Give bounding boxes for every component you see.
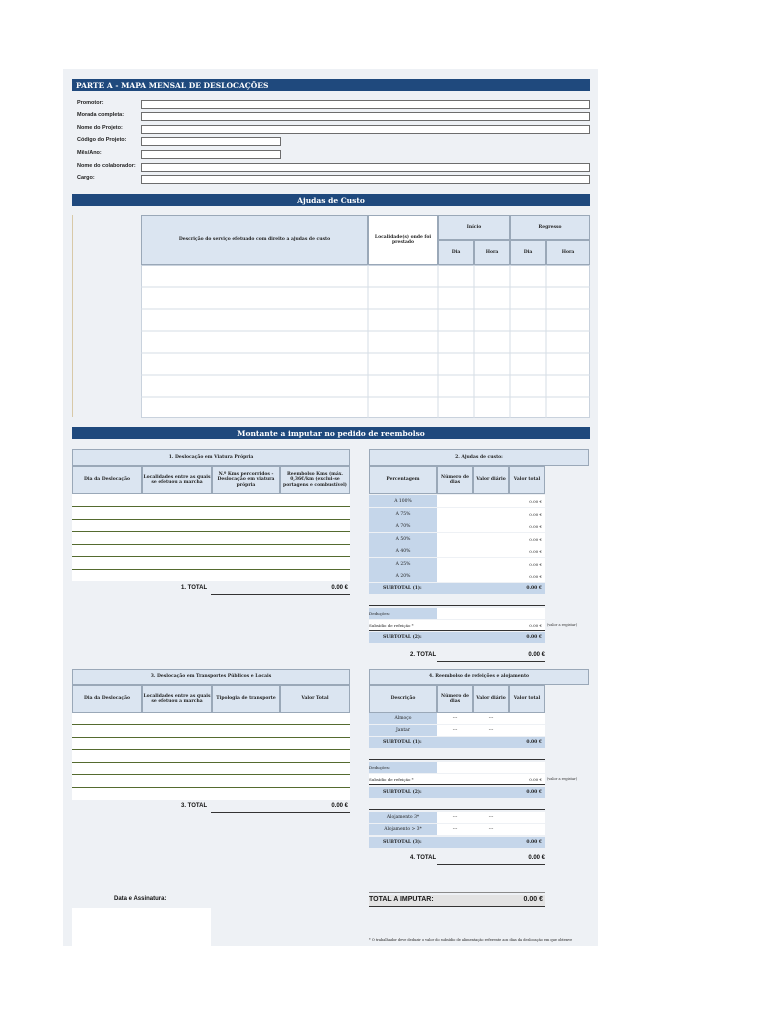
s4-col-descricao: Descrição (369, 685, 437, 713)
s1-col-reembolso: Reembolso Kms (máx. 0,36€/km (exclui-se portagens e combustível) (280, 466, 350, 494)
s3-total-value: 0.00 € (331, 803, 348, 809)
s4-alojamento3-label: Alojamento 3* (369, 812, 437, 823)
s2-row-pct: A 70% (369, 520, 437, 532)
s2-subtotal1-row (369, 583, 545, 594)
data-assinatura-label: Data e Assinatura: (114, 896, 167, 902)
s2-row-input[interactable] (437, 545, 509, 557)
s2-subsidio-note: (valor a registar) (547, 623, 578, 627)
footnote: * O trabalhador deve deduzir o valor do subsídio de alimentação referente aos dias da deslocação em que obtenve (369, 938, 573, 942)
s2-row-input[interactable] (437, 570, 509, 582)
ajudas-table-body[interactable] (141, 265, 590, 418)
montante-title-bar (72, 427, 590, 439)
s2-row-value: 0.00 € (509, 520, 545, 532)
s2-row-value: 0.00 € (509, 533, 545, 545)
s2-title: 2. Ajudas de custo: (369, 449, 589, 466)
s2-deducoes-field[interactable] (437, 608, 545, 619)
s2-row-pct: A 20% (369, 570, 437, 582)
s4-subtotal2-label: SUBTOTAL (2): (383, 790, 422, 795)
s2-col-dias: Número de dias (437, 466, 473, 494)
s2-row-value: 0.00 € (509, 545, 545, 557)
inicio-dia-header: Dia (438, 240, 474, 265)
s4-jantar-dias[interactable]: --- (437, 725, 473, 736)
montante-title: Montante a imputar no pedido de reembolso (237, 428, 425, 438)
s2-divider (369, 605, 545, 606)
promotor-field[interactable] (141, 100, 590, 109)
s3-col-dia: Dia da Deslocação (72, 685, 142, 713)
s2-row-value: 0.00 € (509, 558, 545, 570)
total-imputar-label: TOTAL A IMPUTAR: (369, 896, 434, 903)
s4-subsidio-row[interactable] (369, 774, 545, 785)
s2-row-pct: A 25% (369, 558, 437, 570)
s4-deducoes-field[interactable] (437, 762, 545, 773)
s4-subsidio-note: (valor a registar) (547, 777, 578, 781)
total-imputar-topline (369, 892, 545, 893)
inicio-hora-header: Hora (474, 240, 510, 265)
s4-subtotal3-label: SUBTOTAL (3): (383, 840, 422, 845)
s1-title: 1. Deslocação em Viatura Própria (72, 449, 350, 466)
s1-total-label: 1. TOTAL (181, 585, 208, 591)
s4-divider-2 (369, 809, 545, 810)
s4-subtotal1-label: SUBTOTAL (1): (383, 740, 422, 745)
s4-subtotal2-value: 0.00 € (526, 790, 542, 795)
s2-total-underline (437, 661, 545, 662)
s4-jantar-label: Jantar (369, 725, 437, 736)
s1-body[interactable] (72, 494, 350, 581)
nome-projeto-field[interactable] (141, 125, 590, 134)
s4-jantar-total (509, 725, 545, 736)
s2-total-label: 2. TOTAL (410, 652, 437, 658)
s4-almoco-dias[interactable]: --- (437, 713, 473, 724)
codigo-projeto-field[interactable] (141, 137, 281, 146)
colaborador-label: Nome do colaborador: (77, 163, 136, 169)
s2-row-input[interactable] (437, 520, 509, 532)
col-inicio-header: Início (438, 215, 510, 240)
promotor-label: Promotor: (77, 100, 104, 106)
s2-row-input[interactable] (437, 533, 509, 545)
mes-ano-field[interactable] (141, 150, 281, 159)
s4-total-value: 0.00 € (528, 855, 545, 861)
s4-alojamento3-total (509, 812, 545, 823)
s3-total-underline (211, 812, 350, 813)
ajudas-title-bar (72, 194, 590, 206)
s3-title: 3. Deslocação em Transportes Públicos e Locais (72, 669, 350, 685)
s4-alojamento-gt3-dias[interactable]: --- (437, 824, 473, 835)
s4-almoco-valor[interactable]: --- (473, 713, 509, 724)
total-imputar-row (369, 895, 545, 907)
s4-subtotal1-row (369, 737, 545, 748)
regresso-dia-header: Dia (510, 240, 546, 265)
s2-row-value: 0.00 € (509, 570, 545, 582)
s2-subsidio-label: Subsídio de refeição * (369, 622, 414, 628)
s2-col-percentagem: Percentagem (369, 466, 437, 494)
s3-col-valor: Valor Total (280, 685, 350, 713)
s2-subsidio-row[interactable] (369, 620, 545, 631)
total-imputar-value: 0.00 € (523, 896, 543, 903)
s2-subtotal1-value: 0.00 € (526, 586, 542, 591)
assinatura-field[interactable] (72, 908, 211, 946)
s3-col-tipologia: Tipologia de transporte (212, 685, 280, 713)
s4-almoco-total (509, 713, 545, 724)
s4-subsidio-value: 0.00 € (529, 776, 542, 782)
ajudas-title: Ajudas de Custo (297, 195, 365, 205)
s2-row-input[interactable] (437, 508, 509, 520)
s2-row-pct: A 100% (369, 495, 437, 507)
cargo-label: Cargo: (77, 175, 95, 181)
s3-total-label: 3. TOTAL (181, 803, 208, 809)
s4-subtotal3-row (369, 837, 545, 848)
s2-subtotal2-value: 0.00 € (526, 635, 542, 640)
s4-subtotal3-value: 0.00 € (526, 840, 542, 845)
s4-subsidio-label: Subsídio de refeição * (369, 776, 414, 782)
regresso-hora-header: Hora (546, 240, 590, 265)
col-localidade-header: Localidade(s) onde foi prestado (368, 215, 438, 265)
form-sheet (63, 69, 598, 946)
s2-subsidio-value: 0.00 € (529, 622, 542, 628)
col-regresso-header: Regresso (510, 215, 590, 240)
s1-total-underline (211, 594, 350, 595)
morada-field[interactable] (141, 112, 590, 121)
s4-alojamento3-valor[interactable]: --- (473, 812, 509, 823)
s1-col-kms: N.º Kms percorridos - Deslocação em viatura própria (212, 466, 280, 494)
col-descricao-header: Descrição do serviço efetuado com direito a ajudas de custo (141, 215, 368, 265)
codigo-projeto-label: Código do Projeto: (77, 137, 127, 143)
accent-line (72, 215, 73, 417)
morada-label: Morada completa: (77, 112, 125, 118)
s2-col-valor-total: Valor total (509, 466, 545, 494)
parte-a-title-bar (72, 79, 590, 91)
s4-alojamento-gt3-label: Alojamento > 3* (369, 824, 437, 835)
s2-row-pct: A 50% (369, 533, 437, 545)
s4-almoco-label: Almoço (369, 713, 437, 724)
s4-alojamento3-dias[interactable]: --- (437, 812, 473, 823)
s2-row-input[interactable] (437, 495, 509, 507)
s4-subtotal1-value: 0.00 € (526, 740, 542, 745)
s2-subtotal1-label: SUBTOTAL (1): (383, 586, 422, 591)
s3-col-localidades: Localidades entre as quais se efetuou a marcha (142, 685, 212, 713)
s2-deducoes-label: Deduções: (369, 608, 437, 619)
s2-col-valor-diario: Valor diário (473, 466, 509, 494)
mes-ano-label: Mês/Ano: (77, 150, 102, 156)
s1-col-localidades: Localidades entre as quais se efetuou a marcha (142, 466, 212, 494)
s2-total-value: 0.00 € (528, 652, 545, 658)
s4-deducoes-label: Deduções: (369, 762, 437, 773)
s4-total-underline (437, 864, 545, 865)
s2-subtotal2-label: SUBTOTAL (2): (383, 635, 422, 640)
s1-total-value: 0.00 € (331, 585, 348, 591)
s2-row-pct: A 40% (369, 545, 437, 557)
s4-col-valor-total: Valor total (509, 685, 545, 713)
s4-divider (369, 759, 545, 760)
s2-row-pct: A 75% (369, 508, 437, 520)
parte-a-title: PARTE A - MAPA MENSAL DE DESLOCAÇÕES (76, 80, 269, 90)
s4-alojamento-gt3-valor[interactable]: --- (473, 824, 509, 835)
s4-title: 4. Reembolso de refeições e alojamento (369, 669, 589, 685)
s4-subtotal2-row (369, 787, 545, 798)
colaborador-field[interactable] (141, 163, 590, 172)
s4-alojamento-gt3-total (509, 824, 545, 835)
s3-body[interactable] (72, 713, 350, 800)
cargo-field[interactable] (141, 175, 590, 184)
s4-col-valor-diario: Valor diário (473, 685, 509, 713)
s4-jantar-valor[interactable]: --- (473, 725, 509, 736)
s4-col-dias: Número de dias (437, 685, 473, 713)
s2-subtotal2-row (369, 632, 545, 643)
s2-row-input[interactable] (437, 558, 509, 570)
s4-total-label: 4. TOTAL (410, 855, 437, 861)
nome-projeto-label: Nome do Projeto: (77, 125, 123, 131)
s2-row-value: 0.00 € (509, 508, 545, 520)
s2-row-value: 0.00 € (509, 495, 545, 507)
ajudas-grid-lines (141, 265, 590, 418)
s1-col-dia: Dia da Deslocação (72, 466, 142, 494)
